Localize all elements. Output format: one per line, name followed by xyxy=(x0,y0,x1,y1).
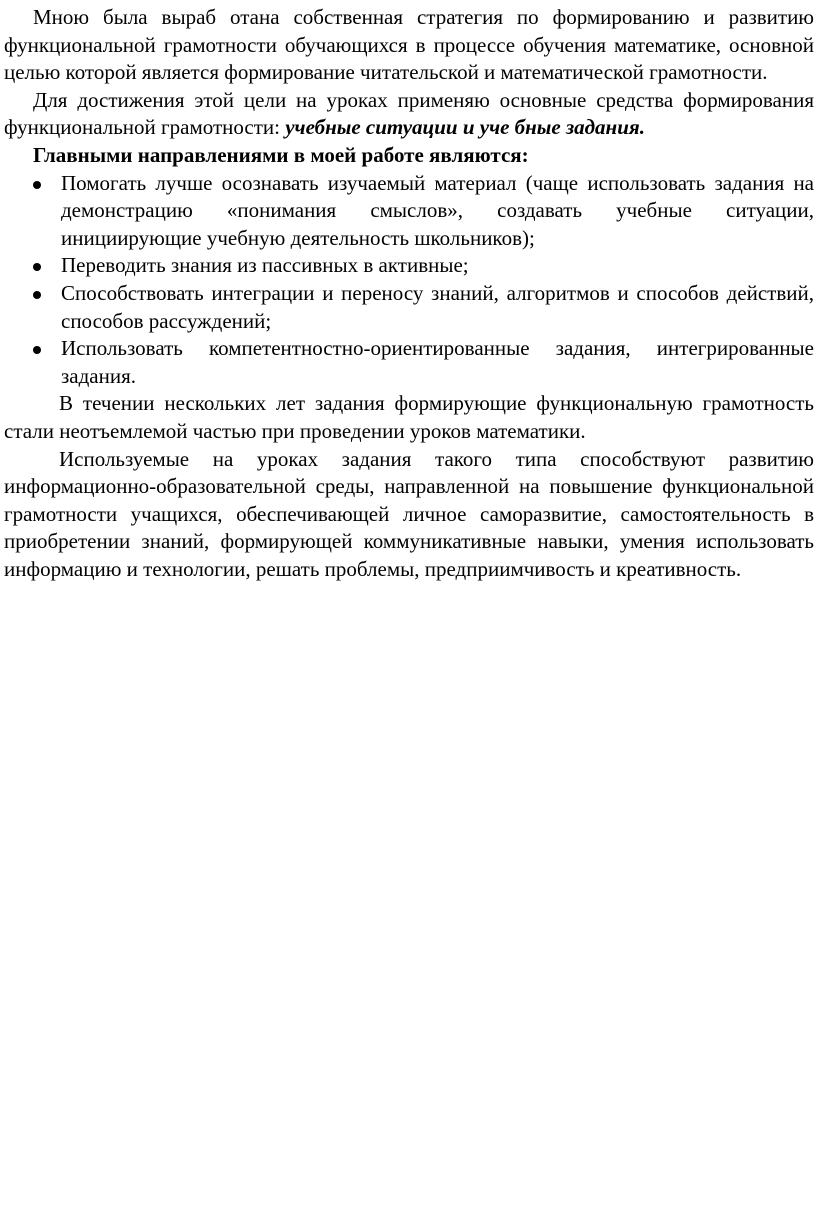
list-item xyxy=(4,335,814,390)
goal-paragraph xyxy=(4,87,814,142)
conclusion-paragraph xyxy=(4,446,814,584)
list-item-text: Помогать лучше осознавать изучаемый материал (чаще использовать задания на демонстрацию «понимания смыслов», создавать учебные ситуации, инициирующие учебную деятельность школьников); xyxy=(61,170,814,250)
document-page xyxy=(0,0,816,583)
bullet-icon xyxy=(33,346,41,354)
list-item-text: Переводить знания из пассивных в активные; xyxy=(61,253,469,278)
conclusion-paragraph-text: Используемые на уроках задания такого типа способствуют развитию информационно-образовательной среды, направленной на повышение функциональной грамотности учащихся, обеспечивающей личное саморазвитие, самостоятельность в приобретении знаний, формирующей коммуникативные навыки, умения использовать информацию и технологии, решать проблемы, предприимчивость и креативность. xyxy=(4,446,814,581)
intro-paragraph-text: Мною была выраб отана собственная стратегия по формированию и развитию функциональной грамотности обучающихся в процессе обучения математике, основной целью которой является формирование читательской и математической грамотности. xyxy=(4,5,814,85)
list-item-text: Использовать компетентностно-ориентированные задания, интегрированные задания. xyxy=(61,336,814,388)
goal-paragraph-text: Для достижения этой цели на уроках применяю основные средства формирования функциональной грамотности: xyxy=(4,87,814,140)
bullet-icon xyxy=(33,181,41,189)
list-item-text: Способствовать интеграции и переносу знаний, алгоритмов и способов действий, способов рассуждений; xyxy=(61,280,814,333)
section-heading xyxy=(4,142,814,170)
list-item xyxy=(4,170,814,253)
intro-paragraph xyxy=(4,4,814,87)
experience-paragraph xyxy=(4,390,814,445)
experience-paragraph-text: В течении нескольких лет задания формирующие функциональную грамотность стали неотъемлемой частью при проведении уроков математики. xyxy=(4,391,814,443)
list-item xyxy=(4,280,814,335)
section-heading-text: Главными направлениями в моей работе являются: xyxy=(33,142,529,167)
goal-paragraph-emphasis: учебные ситуации и уче бные задания. xyxy=(285,115,645,140)
bullet-icon xyxy=(33,263,41,271)
directions-list xyxy=(4,170,814,391)
list-item xyxy=(4,252,814,280)
bullet-icon xyxy=(33,291,41,299)
